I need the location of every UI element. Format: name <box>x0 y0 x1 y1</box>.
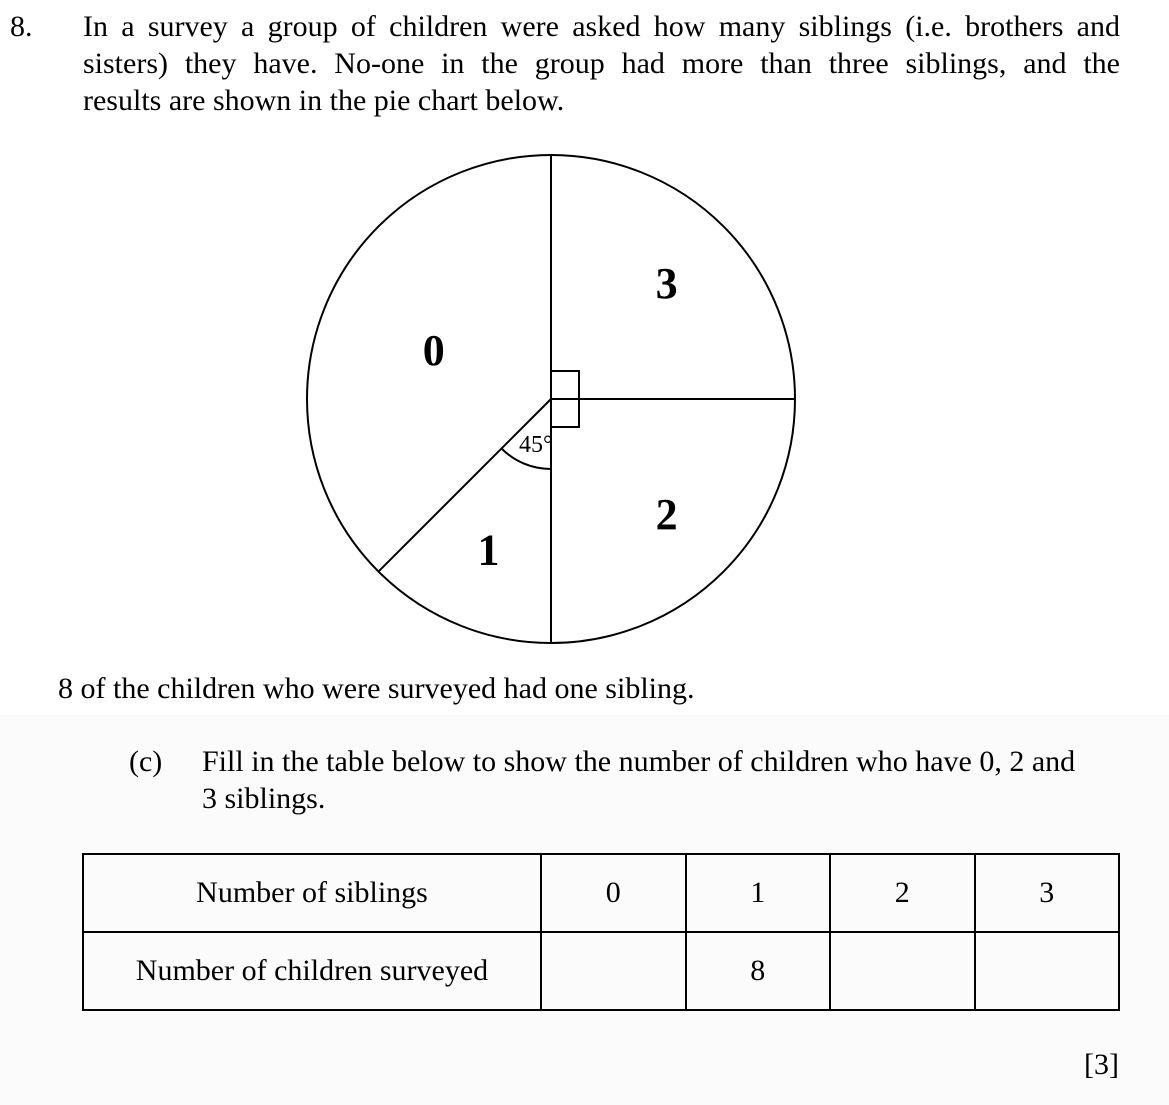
row-header-siblings: Number of siblings <box>83 854 541 932</box>
question-line-3: results are shown in the pie chart below. <box>83 84 565 117</box>
slice-label-0: 0 <box>422 325 445 375</box>
given-statement: 8 of the children who were surveyed had one sibling. <box>58 672 695 705</box>
children-cell-1: 8 <box>686 932 831 1010</box>
part-instructions <box>202 743 1119 817</box>
question-line-2: sisters) they have. No-one in the group had more than three siblings, and the <box>83 47 1120 80</box>
table-row-siblings <box>83 854 1119 932</box>
children-cell-2[interactable] <box>830 932 975 1010</box>
marks-label: [3] <box>1084 1048 1119 1081</box>
right-angle-marker-2 <box>551 399 579 427</box>
right-angle-marker-3 <box>551 371 579 399</box>
slice-label-3: 3 <box>655 258 678 308</box>
slice-boundary-0 <box>378 399 551 572</box>
siblings-cell: 3 <box>975 854 1120 932</box>
question-line-1: In a survey a group of children were asked how many siblings (i.e. brothers and <box>83 10 1120 43</box>
table-row-children <box>83 932 1119 1010</box>
part-line-2: 3 siblings. <box>202 782 326 815</box>
question-number: 8. <box>10 10 33 43</box>
siblings-cell: 2 <box>830 854 975 932</box>
children-cell-3[interactable] <box>975 932 1120 1010</box>
pie-group <box>307 155 795 643</box>
slice-label-2: 2 <box>655 490 678 540</box>
siblings-cell: 0 <box>541 854 686 932</box>
part-label: (c) <box>129 745 163 778</box>
siblings-cell: 1 <box>686 854 831 932</box>
answer-table <box>82 853 1120 1011</box>
children-cell-0[interactable] <box>541 932 686 1010</box>
part-line-1: Fill in the table below to show the number of children who have 0, 2 and <box>202 745 1076 778</box>
slice-label-1: 1 <box>477 525 500 575</box>
angle-label: 45° <box>519 432 553 459</box>
row-header-children: Number of children surveyed <box>83 932 541 1010</box>
